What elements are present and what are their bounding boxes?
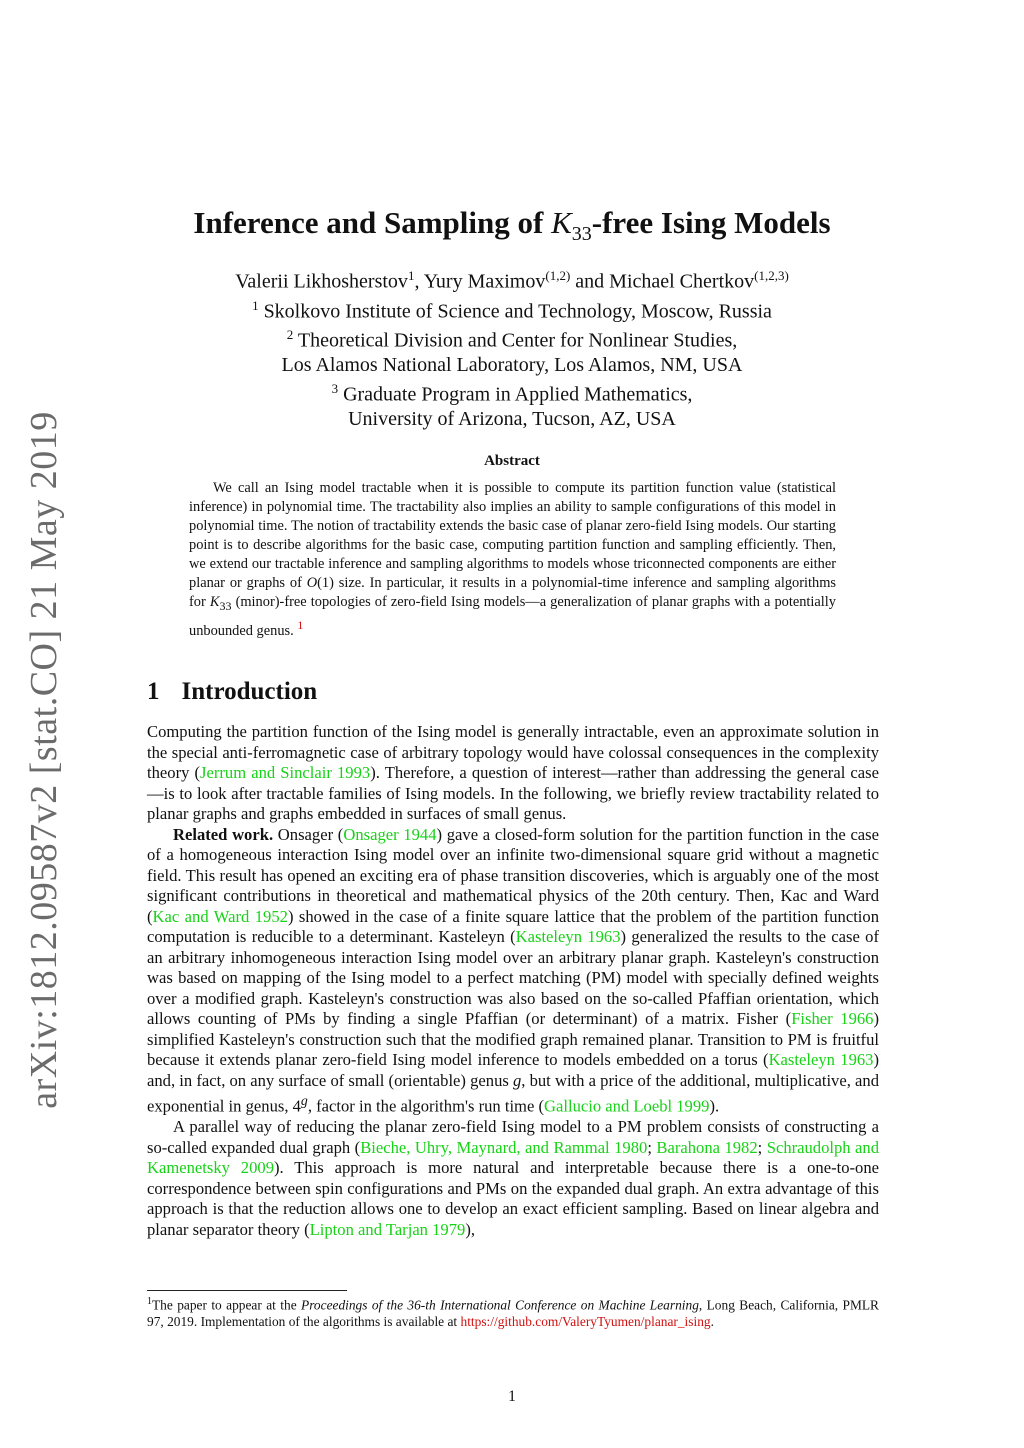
citation-link[interactable]: Bieche, Uhry, Maynard, and Rammal 1980 <box>360 1137 648 1157</box>
author-line: Valerii Likhosherstov$^1$, Yury Maximov$^{(1,2)}$ and Michael Chertkov$^{(1,2,3)}$ <box>235 268 789 293</box>
affiliation-2: $^2$ Theoretical Division and Center for Nonlinear Studies, <box>286 327 738 352</box>
abstract-paragraph: We call an Ising model tractable when it is possible to compute its partition function value (statistical inference) in polynomial time. The tractability also implies an ability to sample configurations of this model in polynomial time. The notion of tractability extends the basic case of planar zero-field Ising models. Our starting point is to describe algorithms for the basic case, computing partition function and sampling efficiently. Then, we extend our tractable inference and sampling algorithms to models whose triconnected components are either planar or graphs of O(1) size. In particular, it results in a polynomial-time inference and sampling algorithms for $K_{33}$ (minor)-free topologies of zero-field Ising models—a generalization of planar graphs with a potentially unbounded genus. $^1$ <box>189 480 837 639</box>
citation-link[interactable]: Jerrum and Sinclair 1993 <box>200 763 371 782</box>
citation-link[interactable]: Kasteleyn 1963 <box>515 927 621 946</box>
citation-link[interactable]: Fisher 1966 <box>791 1009 874 1028</box>
abstract-heading: Abstract <box>484 453 540 469</box>
arxiv-side-label <box>18 411 70 1109</box>
github-link[interactable]: https://github.com/ValeryTyumen/planar_ising <box>460 1314 711 1330</box>
affiliation-1: $^1$ Skolkovo Institute of Science and Technology, Moscow, Russia <box>252 297 772 323</box>
footnote: $^1$The paper to appear at the Proceedings of the 36-th International Conference on Machine Learning, Long Beach, California, PMLR 97, 2019. Implementation of the algorithms is available at https://github.com/ValeryTyumen/planar_ising. <box>147 1296 879 1330</box>
paragraph: Related work. Onsager (Onsager 1944) gave a closed-form solution for the partition function in the case of a homogeneous interaction Ising model over an infinite two-dimensional square grid without a magnetic field. This result has opened an exciting era of phase transition discoveries, which is arguably one of the most significant contributions in theoretical and mathematical physics of the 20th century. Then, Kac and Ward (Kac and Ward 1952) showed in the case of a finite square lattice that the problem of the partition function computation is reducible to a determinant. Kasteleyn (Kasteleyn 1963) generalized the results to the case of an arbitrary inhomogeneous interaction Ising model over an arbitrary planar graph. Kasteleyn's construction was based on mapping of the Ising model to a perfect matching (PM) model with specially defined weights over a modified graph. Kasteleyn's construction was also based on the so-called Pfaffian orientation, which allows counting of PMs by finding a single Pfaffian (or determinant) of a matrix. Fisher (Fisher 1966) simplified Kasteleyn's construction such that the modified graph remained planar. Transition to PM is fruitful because it extends planar zero-field Ising model inference to models embedded on a torus (Kasteleyn 1963) and, in fact, on any surface of small (orientable) genus g, but with a price of the additional, multiplicative, and exponential in genus, 4$^g$, factor in the algorithm's run time (Gallucio and Loebl 1999). <box>147 824 880 1116</box>
citation-link[interactable]: Kac and Ward 1952 <box>152 906 288 926</box>
citation-link[interactable]: Barahona 1982 <box>656 1137 758 1157</box>
arxiv-identifier: arXiv:1812.09587v2 [stat.CO] 21 May 2019 <box>23 411 65 1109</box>
section-heading <box>147 678 317 706</box>
page-number: 1 <box>508 1388 516 1405</box>
abstract-body <box>189 479 836 641</box>
footnote-mark: 1 <box>147 1296 152 1307</box>
affiliation-3: $^3$ Graduate Program in Applied Mathematics, <box>331 380 693 406</box>
section-title: Introduction <box>181 678 318 705</box>
run-in-heading: Related work. <box>173 824 274 844</box>
citation-link[interactable]: Kasteleyn 1963 <box>768 1050 874 1069</box>
author-block <box>0 264 1024 431</box>
section-number: 1 <box>147 678 160 705</box>
footnote-divider <box>147 1290 347 1291</box>
citation-link[interactable]: Onsager 1944 <box>343 824 437 844</box>
citation-link[interactable]: Schraudolph and Kamenetsky 2009 <box>147 1137 880 1178</box>
citation-link[interactable]: Lipton and Tarjan 1979 <box>309 1219 466 1239</box>
paper-title: Inference and Sampling of $K_{33}$-free Ising Models <box>193 205 831 246</box>
paragraph: Computing the partition function of the Ising model is generally intractable, even an approximate solution in the special anti-ferromagnetic case of arbitrary topology would have colossal consequences in the complexity theory (Jerrum and Sinclair 1993). Therefore, a question of interest—rather than addressing the general case—is to look after tractable families of Ising models. In the following, we briefly review tractability related to planar graphs and graphs embedded in surfaces of small genus. <box>147 722 879 823</box>
venue-name: Proceedings of the 36-th International Conference on Machine Learning <box>301 1297 699 1313</box>
affiliation-2-cont: Los Alamos National Laboratory, Los Alamos, NM, USA <box>281 353 743 376</box>
affiliation-3-cont: University of Arizona, Tucson, AZ, USA <box>348 407 676 430</box>
citation-link[interactable]: Gallucio and Loebl 1999 <box>544 1096 710 1116</box>
body-text <box>147 722 879 1240</box>
paragraph: A parallel way of reducing the planar zero-field Ising model to a PM problem consists of constructing a so-called expanded dual graph (Bieche, Uhry, Maynard, and Rammal 1980; Barahona 1982; Schraudolph and Kamenetsky 2009). This approach is more natural and interpretable because there is a one-to-one correspondence between spin configurations and PMs on the expanded dual graph. An extra advantage of this approach is that the reduction allows one to develop an exact efficient sampling. Based on linear algebra and planar separator theory (Lipton and Tarjan 1979), <box>147 1117 880 1239</box>
footnote-link[interactable]: 1 <box>297 617 304 632</box>
